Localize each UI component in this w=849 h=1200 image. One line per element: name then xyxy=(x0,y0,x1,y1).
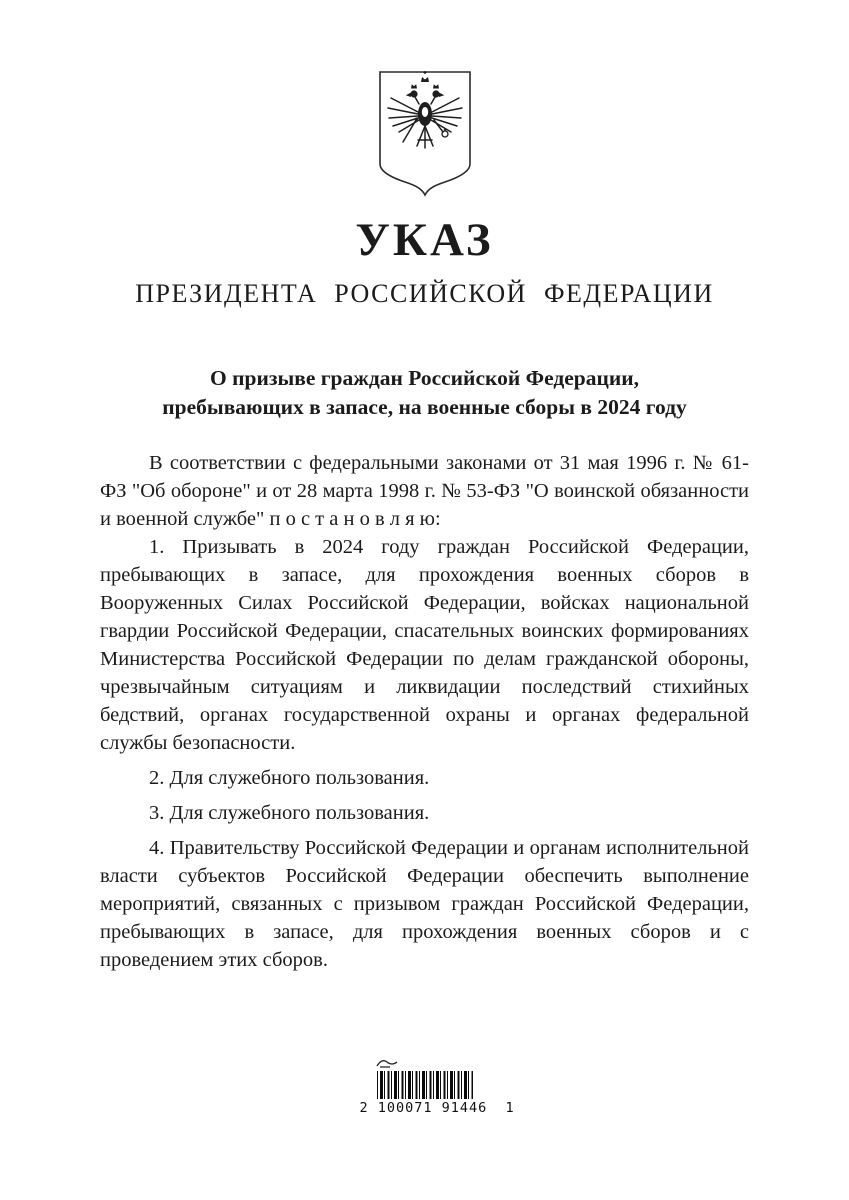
barcode-bars xyxy=(377,1071,473,1099)
barcode xyxy=(359,1056,515,1116)
document-title: УКАЗ xyxy=(355,214,494,266)
ink-mark-icon xyxy=(374,1056,400,1070)
document-issuer: ПРЕЗИДЕНТА РОССИЙСКОЙ ФЕДЕРАЦИИ xyxy=(135,279,714,308)
subject-line-2: пребывающих в запасе, на военные сборы в 2024 году xyxy=(162,395,687,419)
document-subject xyxy=(0,364,849,422)
barcode-number: 2 100071 91446 1 xyxy=(359,1100,515,1116)
coat-of-arms-icon xyxy=(373,68,477,203)
decree-preamble: В соответствии с федеральными законами от 31 мая 1996 г. № 61-ФЗ "Об обороне" и от 28 марта 1998 г. № 53-ФЗ "О воинской обязанности и военной службе" п о с т а н о в л я ю: xyxy=(100,452,749,530)
decree-item-1: 1. Призывать в 2024 году граждан Российской Федерации, пребывающих в запасе, для прохождения военных сборов в Вооруженных Силах Российской Федерации, войсках национальной гвардии Российской Федерации, спасательных воинских формированиях Министерства Российской Федерации по делам гражданской обороны, чрезвычайным ситуациям и ликвидации последствий стихийных бедствий, органах государственной охраны и органах федеральной службы безопасности. xyxy=(100,536,749,754)
decree-item-3: 3. Для служебного пользования. xyxy=(149,802,430,824)
subject-line-1: О призыве граждан Российской Федерации, xyxy=(210,366,639,390)
decree-item-4: 4. Правительству Российской Федерации и органам исполнительной власти субъектов Российской Федерации обеспечить выполнение мероприятий, связанных с призывом граждан Российской Федерации, пребывающих в запасе, для прохождения военных сборов и с проведением этих сборов. xyxy=(100,837,749,971)
decree-item-2: 2. Для служебного пользования. xyxy=(149,767,430,789)
document-body xyxy=(100,449,749,974)
